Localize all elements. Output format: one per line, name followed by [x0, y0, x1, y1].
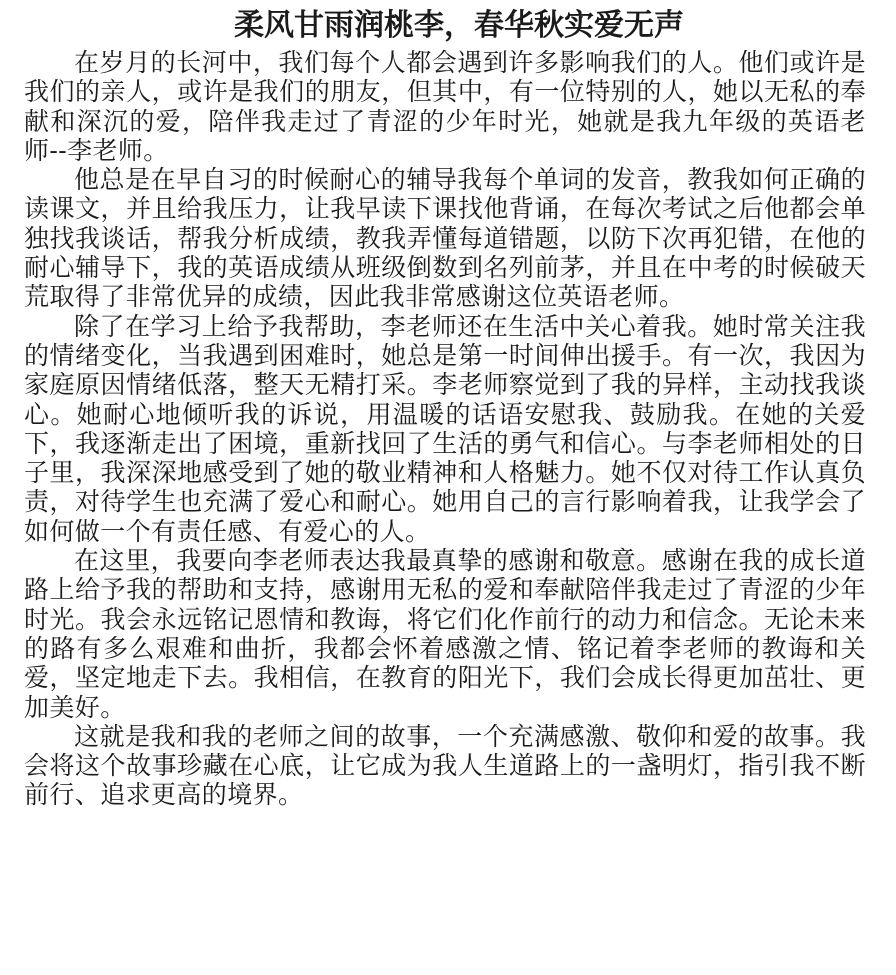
- paragraph-3: 除了在学习上给予我帮助，李老师还在生活中关心着我。她时常关注我的情绪变化，当我遇到困难时，她总是第一时间伸出援手。有一次，我因为家庭原因情绪低落，整天无精打采。李老师察觉到了我的异样，主动找我谈心。她耐心地倾听我的诉说，用温暖的话语安慰我、鼓励我。在她的关爱下，我逐渐走出了困境，重新找回了生活的勇气和信心。与李老师相处的日子里，我深深地感受到了她的敬业精神和人格魅力。她不仅对待工作认真负责，对待学生也充满了爱心和耐心。她用自己的言行影响着我，让我学会了如何做一个有责任感、有爱心的人。: [24, 311, 866, 546]
- paragraph-1: 在岁月的长河中，我们每个人都会遇到许多影响我们的人。他们或许是我们的亲人，或许是我们的朋友，但其中，有一位特别的人，她以无私的奉献和深沉的爱，陪伴我走过了青涩的少年时光，她就是我九年级的英语老师--李老师。: [24, 48, 866, 165]
- paragraph-4: 在这里，我要向李老师表达我最真挚的感谢和敬意。感谢在我的成长道路上给予我的帮助和支持，感谢用无私的爱和奉献陪伴我走过了青涩的少年时光。我会永远铭记恩情和教诲，将它们化作前行的动力和信念。无论未来的路有多么艰难和曲折，我都会怀着感激之情、铭记着李老师的教诲和关爱，坚定地走下去。我相信，在教育的阳光下，我们会成长得更加茁壮、更加美好。: [24, 546, 866, 722]
- paragraph-5: 这就是我和我的老师之间的故事，一个充满感激、敬仰和爱的故事。我会将这个故事珍藏在心底，让它成为我人生道路上的一盏明灯，指引我不断前行、追求更高的境界。: [24, 721, 866, 810]
- essay-title: 柔风甘雨润桃李，春华秋实爱无声: [234, 8, 684, 43]
- paragraph-2: 他总是在早自习的时候耐心的辅导我每个单词的发音，教我如何正确的读课文，并且给我压力，让我早读下课找他背诵，在每次考试之后他都会单独找我谈话，帮我分析成绩，教我弄懂每道错题，以防下次再犯错，在他的耐心辅导下，我的英语成绩从班级倒数到名列前茅，并且在中考的时候破天荒取得了非常优异的成绩，因此我非常感谢这位英语老师。: [24, 165, 866, 312]
